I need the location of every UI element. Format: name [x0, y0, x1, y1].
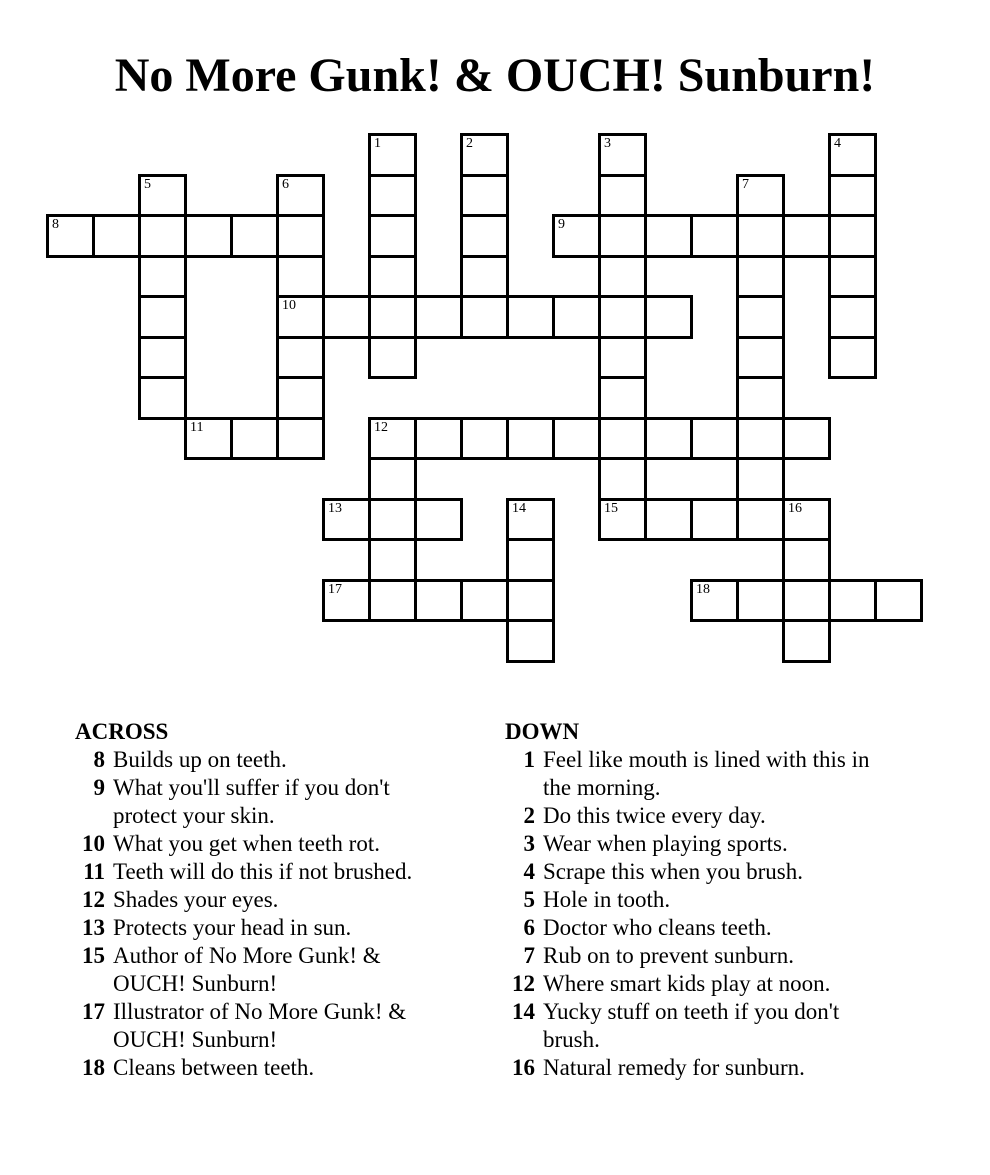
clue-text: Protects your head in sun.: [113, 915, 352, 940]
grid-cell-r2-c3[interactable]: [184, 214, 233, 258]
clue-number: 12: [512, 971, 535, 996]
grid-cell-r3-c17[interactable]: [828, 255, 877, 299]
grid-cell-r7-c9[interactable]: [460, 417, 509, 461]
grid-cell-r7-c4[interactable]: [230, 417, 279, 461]
clue-row: [505, 858, 925, 886]
grid-cell-r9-c8[interactable]: [414, 498, 463, 542]
cell-number: 9: [558, 217, 565, 232]
grid-cell-r7-c7[interactable]: [368, 417, 417, 461]
grid-cell-r4-c15[interactable]: [736, 295, 785, 339]
grid-cell-r2-c9[interactable]: [460, 214, 509, 258]
crossword-grid: [46, 133, 923, 663]
grid-cell-r2-c17[interactable]: [828, 214, 877, 258]
grid-cell-r2-c4[interactable]: [230, 214, 279, 258]
clue-number: 12: [82, 887, 105, 912]
clue-row: [505, 830, 925, 858]
grid-cell-r1-c17[interactable]: [828, 174, 877, 218]
clue-number: 5: [523, 887, 535, 912]
grid-cell-r2-c12[interactable]: [598, 214, 647, 258]
grid-cell-r11-c15[interactable]: [736, 579, 785, 623]
cell-number: 11: [190, 419, 204, 435]
cell-number: 14: [512, 500, 526, 516]
clue-row: [505, 746, 925, 802]
down-header: DOWN: [505, 719, 580, 744]
grid-cell-r3-c9[interactable]: [460, 255, 509, 299]
grid-cell-r6-c12[interactable]: [598, 376, 647, 420]
grid-cell-r7-c10[interactable]: [506, 417, 555, 461]
clue-text: Wear when playing sports.: [543, 831, 788, 856]
grid-cell-r3-c7[interactable]: [368, 255, 417, 299]
grid-cell-r6-c5[interactable]: [276, 376, 325, 420]
clue-text: Yucky stuff on teeth if you don't brush.: [543, 999, 840, 1052]
grid-cell-r7-c5[interactable]: [276, 417, 325, 461]
grid-cell-r7-c14[interactable]: [690, 417, 739, 461]
grid-cell-r8-c12[interactable]: [598, 457, 647, 501]
grid-cell-r8-c7[interactable]: [368, 457, 417, 501]
clue-number: 3: [523, 831, 535, 856]
across-header: ACROSS: [75, 719, 169, 744]
grid-cell-r5-c12[interactable]: [598, 336, 647, 380]
clue-number: 13: [82, 915, 105, 940]
grid-cell-r1-c15[interactable]: [736, 174, 785, 218]
grid-cell-r2-c7[interactable]: [368, 214, 417, 258]
clue-row: [75, 942, 495, 998]
clue-text: Teeth will do this if not brushed.: [113, 859, 413, 884]
clue-row: [505, 802, 925, 830]
grid-cell-r4-c6[interactable]: [322, 295, 371, 339]
grid-cell-r0-c17[interactable]: [828, 133, 877, 177]
grid-cell-r9-c12[interactable]: [598, 498, 647, 542]
across-clues-section: [75, 718, 495, 1082]
grid-cell-r12-c10[interactable]: [506, 619, 555, 663]
grid-cell-r9-c6[interactable]: [322, 498, 371, 542]
grid-cell-r11-c7[interactable]: [368, 579, 417, 623]
clue-text: What you get when teeth rot.: [113, 831, 380, 856]
grid-cell-r1-c9[interactable]: [460, 174, 509, 218]
clue-row: [505, 998, 925, 1054]
cell-number: 12: [374, 419, 388, 435]
clue-row: [505, 970, 925, 998]
grid-cell-r1-c2[interactable]: [138, 174, 187, 218]
clue-row: [75, 886, 495, 914]
grid-cell-r11-c10[interactable]: [506, 579, 555, 623]
grid-cell-r4-c11[interactable]: [552, 295, 601, 339]
grid-cell-r3-c5[interactable]: [276, 255, 325, 299]
grid-cell-r12-c16[interactable]: [782, 619, 831, 663]
clue-row: [75, 998, 495, 1054]
grid-cell-r2-c11[interactable]: [552, 214, 601, 258]
clue-number: 9: [93, 775, 105, 800]
grid-cell-r2-c16[interactable]: [782, 214, 831, 258]
clue-text: Hole in tooth.: [543, 887, 671, 912]
clue-text: Scrape this when you brush.: [543, 859, 803, 884]
grid-cell-r4-c13[interactable]: [644, 295, 693, 339]
grid-cell-r5-c5[interactable]: [276, 336, 325, 380]
grid-cell-r3-c15[interactable]: [736, 255, 785, 299]
clue-row: [75, 858, 495, 886]
grid-cell-r5-c15[interactable]: [736, 336, 785, 380]
grid-cell-r0-c12[interactable]: [598, 133, 647, 177]
grid-cell-r4-c10[interactable]: [506, 295, 555, 339]
grid-cell-r3-c2[interactable]: [138, 255, 187, 299]
cell-number: 15: [604, 500, 618, 516]
across-clue-list: [75, 746, 495, 1082]
grid-cell-r7-c3[interactable]: [184, 417, 233, 461]
clue-row: [75, 1054, 495, 1082]
grid-cell-r9-c14[interactable]: [690, 498, 739, 542]
grid-cell-r11-c6[interactable]: [322, 579, 371, 623]
grid-cell-r11-c18[interactable]: [874, 579, 923, 623]
clue-text: Cleans between teeth.: [113, 1055, 315, 1080]
clue-number: 8: [93, 747, 105, 772]
grid-cell-r7-c8[interactable]: [414, 417, 463, 461]
grid-cell-r9-c15[interactable]: [736, 498, 785, 542]
grid-cell-r5-c2[interactable]: [138, 336, 187, 380]
clue-number: 10: [82, 831, 105, 856]
grid-cell-r7-c15[interactable]: [736, 417, 785, 461]
grid-cell-r6-c2[interactable]: [138, 376, 187, 420]
puzzle-title: No More Gunk! & OUCH! Sunburn!: [114, 49, 876, 102]
clue-row: [505, 886, 925, 914]
grid-cell-r4-c8[interactable]: [414, 295, 463, 339]
grid-cell-r2-c0[interactable]: [46, 214, 95, 258]
clue-row: [505, 942, 925, 970]
clue-number: 18: [82, 1055, 105, 1080]
grid-cell-r1-c7[interactable]: [368, 174, 417, 218]
clue-number: 14: [512, 999, 535, 1024]
grid-cell-r10-c10[interactable]: [506, 538, 555, 582]
grid-cell-r4-c12[interactable]: [598, 295, 647, 339]
grid-cell-r9-c16[interactable]: [782, 498, 831, 542]
clue-row: [75, 774, 495, 830]
clue-row: [75, 830, 495, 858]
grid-cell-r4-c5[interactable]: [276, 295, 325, 339]
grid-cell-r7-c16[interactable]: [782, 417, 831, 461]
clue-row: [505, 1054, 925, 1082]
grid-cell-r3-c12[interactable]: [598, 255, 647, 299]
clue-text: Natural remedy for sunburn.: [543, 1055, 805, 1080]
down-clues-section: [505, 718, 925, 1082]
grid-cell-r11-c14[interactable]: [690, 579, 739, 623]
cell-number: 10: [282, 298, 296, 313]
clue-number: 7: [523, 943, 535, 968]
cell-number: 13: [328, 500, 342, 516]
grid-cell-r4-c9[interactable]: [460, 295, 509, 339]
grid-cell-r9-c10[interactable]: [506, 498, 555, 542]
grid-cell-r2-c5[interactable]: [276, 214, 325, 258]
grid-cell-r11-c17[interactable]: [828, 579, 877, 623]
clue-text: Author of No More Gunk! & OUCH! Sunburn!: [113, 943, 381, 996]
grid-cell-r1-c12[interactable]: [598, 174, 647, 218]
grid-cell-r9-c13[interactable]: [644, 498, 693, 542]
clue-row: [505, 914, 925, 942]
cell-number: 18: [696, 581, 710, 597]
clue-text: Where smart kids play at noon.: [543, 971, 831, 996]
clue-text: Illustrator of No More Gunk! & OUCH! Sunburn!: [113, 999, 407, 1052]
grid-cell-r2-c1[interactable]: [92, 214, 141, 258]
clue-text: Builds up on teeth.: [113, 747, 287, 772]
clue-row: [75, 914, 495, 942]
grid-cell-r9-c7[interactable]: [368, 498, 417, 542]
grid-cell-r6-c15[interactable]: [736, 376, 785, 420]
grid-cell-r10-c7[interactable]: [368, 538, 417, 582]
clue-text: Rub on to prevent sunburn.: [543, 943, 795, 968]
grid-cell-r7-c12[interactable]: [598, 417, 647, 461]
cell-number: 8: [52, 217, 59, 232]
grid-cell-r2-c13[interactable]: [644, 214, 693, 258]
clue-text: Shades your eyes.: [113, 887, 279, 912]
grid-cell-r7-c13[interactable]: [644, 417, 693, 461]
cell-number: 1: [374, 136, 381, 151]
clue-text: Feel like mouth is lined with this in the morning.: [543, 747, 870, 800]
grid-cell-r11-c8[interactable]: [414, 579, 463, 623]
clue-number: 17: [82, 999, 105, 1024]
clue-number: 16: [512, 1055, 535, 1080]
cell-number: 3: [604, 136, 611, 151]
clue-text: Do this twice every day.: [543, 803, 766, 828]
grid-cell-r5-c17[interactable]: [828, 336, 877, 380]
grid-cell-r2-c15[interactable]: [736, 214, 785, 258]
grid-cell-r5-c7[interactable]: [368, 336, 417, 380]
grid-cell-r4-c7[interactable]: [368, 295, 417, 339]
cell-number: 4: [834, 136, 841, 151]
grid-cell-r4-c17[interactable]: [828, 295, 877, 339]
cell-number: 16: [788, 500, 802, 516]
clue-row: [75, 746, 495, 774]
clue-number: 15: [82, 943, 105, 968]
clue-number: 4: [523, 859, 535, 884]
grid-cell-r0-c7[interactable]: [368, 133, 417, 177]
cell-number: 2: [466, 136, 473, 151]
grid-cell-r0-c9[interactable]: [460, 133, 509, 177]
clue-text: Doctor who cleans teeth.: [543, 915, 772, 940]
grid-cell-r11-c9[interactable]: [460, 579, 509, 623]
clue-number: 6: [523, 915, 535, 940]
clue-number: 2: [523, 803, 535, 828]
grid-cell-r8-c15[interactable]: [736, 457, 785, 501]
clue-text: What you'll suffer if you don't protect your skin.: [113, 775, 390, 828]
cell-number: 17: [328, 581, 342, 597]
cell-number: 6: [282, 176, 289, 192]
grid-cell-r2-c2[interactable]: [138, 214, 187, 258]
cell-number: 5: [144, 176, 151, 192]
grid-cell-r4-c2[interactable]: [138, 295, 187, 339]
grid-cell-r1-c5[interactable]: [276, 174, 325, 218]
clue-number: 11: [83, 859, 105, 884]
clue-number: 1: [523, 747, 535, 772]
grid-cell-r7-c11[interactable]: [552, 417, 601, 461]
down-clue-list: [505, 746, 925, 1082]
grid-cell-r11-c16[interactable]: [782, 579, 831, 623]
cell-number: 7: [742, 176, 749, 192]
grid-cell-r10-c16[interactable]: [782, 538, 831, 582]
grid-cell-r2-c14[interactable]: [690, 214, 739, 258]
